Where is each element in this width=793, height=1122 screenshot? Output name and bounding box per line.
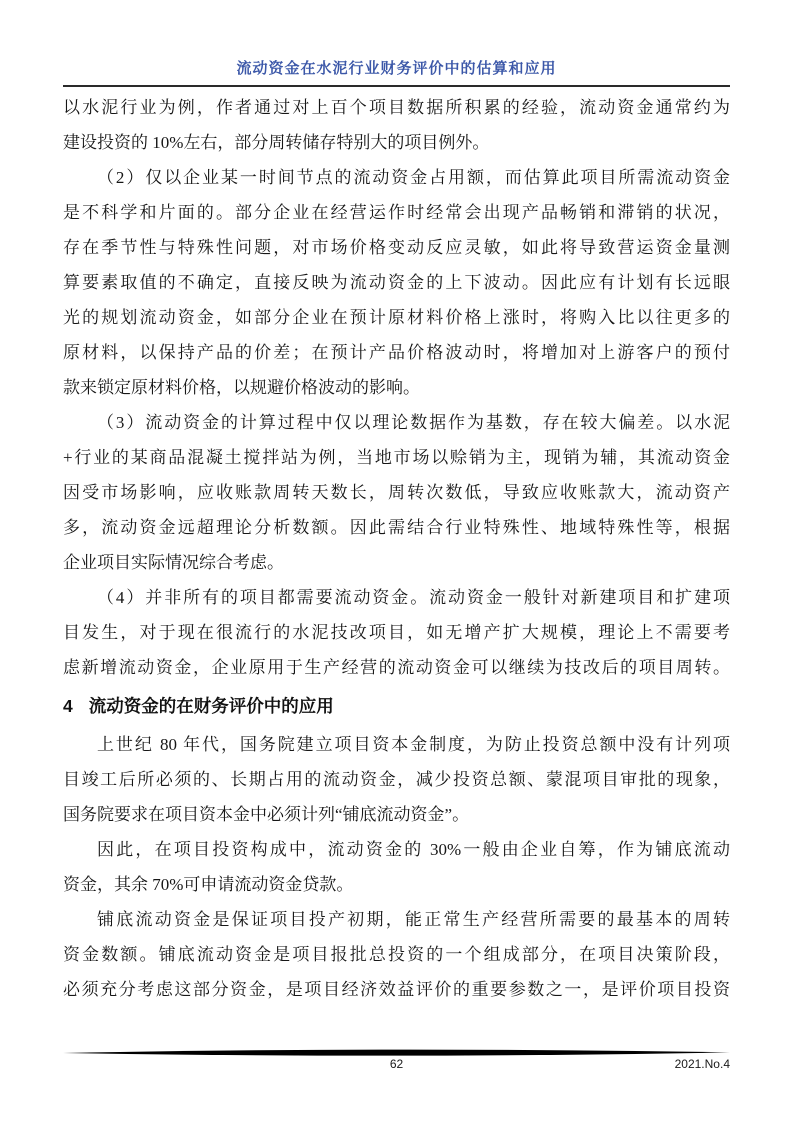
text-line: 上世纪 80 年代，国务院建立项目资本金制度，为防止投资总额中没有计列项 (97, 735, 730, 754)
text-line: +行业的某商品混凝土搅拌站为例，当地市场以赊销为主，现销为辅，其流动资金 (63, 448, 730, 467)
text-line: 资金，其余 70%可申请流动资金贷款。 (63, 875, 354, 894)
issue-label: 2021.No.4 (674, 1057, 730, 1071)
text-line: 企业项目实际情况综合考虑。 (63, 553, 284, 572)
section-heading-text: 流动资金的在财务评价中的应用 (88, 696, 334, 716)
text-line: 目发生，对于现在很流行的水泥技改项目，如无增产扩大规模，理论上不需要考 (63, 623, 730, 642)
text-line: 多，流动资金远超理论分析数额。因此需结合行业特殊性、地域特殊性等，根据 (63, 518, 730, 537)
text-line: 必须充分考虑这部分资金，是项目经济效益评价的重要参数之一，是评价项目投资 (63, 980, 730, 999)
text-line: 资金数额。铺底流动资金是项目报批总投资的一个组成部分，在项目决策阶段， (63, 945, 730, 964)
text-line: （4）并非所有的项目都需要流动资金。流动资金一般针对新建项目和扩建项 (97, 588, 730, 607)
text-line: 以水泥行业为例，作者通过对上百个项目数据所积累的经验，流动资金通常约为 (63, 98, 730, 117)
text-line: 光的规划流动资金，如部分企业在预计原材料价格上涨时，将购入比以往更多的 (63, 308, 730, 327)
text-line: 虑新增流动资金，企业原用于生产经营的流动资金可以继续为技改后的项目周转。 (63, 658, 730, 677)
footer-ornament-bar (63, 1049, 730, 1057)
document-body (63, 90, 730, 1007)
page-number: 62 (389, 1057, 404, 1071)
section-heading-number: 4 (63, 696, 73, 716)
text-line: 铺底流动资金是保证项目投产初期，能正常生产经营所需要的最基本的周转 (97, 910, 730, 929)
footer (63, 1057, 730, 1073)
header-rule (63, 85, 730, 87)
running-head-title: 流动资金在水泥行业财务评价中的估算和应用 (236, 61, 557, 77)
text-line: 建设投资的 10%左右，部分周转储存特别大的项目例外。 (63, 133, 490, 152)
text-line: 存在季节性与特殊性问题，对市场价格变动反应灵敏，如此将导致营运资金量测 (63, 238, 730, 257)
text-line: （2）仅以企业某一时间节点的流动资金占用额，而估算此项目所需流动资金 (97, 168, 730, 187)
text-line: 原材料，以保持产品的价差；在预计产品价格波动时，将增加对上游客户的预付 (63, 343, 730, 362)
text-line: 因受市场影响，应收账款周转天数长，周转次数低，导致应收账款大，流动资产 (63, 483, 730, 502)
section-heading (63, 685, 730, 727)
text-line: 算要素取值的不确定，直接反映为流动资金的上下波动。因此应有计划有长远眼 (63, 273, 730, 292)
text-line: 款来锁定原材料价格，以规避价格波动的影响。 (63, 378, 420, 397)
text-line: 因此，在项目投资构成中，流动资金的 30%一般由企业自筹，作为铺底流动 (97, 840, 730, 859)
text-line: 是不科学和片面的。部分企业在经营运作时经常会出现产品畅销和滞销的状况， (63, 203, 730, 222)
text-line: 国务院要求在项目资本金中必须计列“铺底流动资金”。 (63, 805, 470, 824)
text-line: （3）流动资金的计算过程中仅以理论数据作为基数，存在较大偏差。以水泥 (97, 413, 730, 432)
page-content (63, 0, 730, 1007)
text-line: 目竣工后所必须的、长期占用的流动资金，减少投资总额、蒙混项目审批的现象， (63, 770, 730, 789)
